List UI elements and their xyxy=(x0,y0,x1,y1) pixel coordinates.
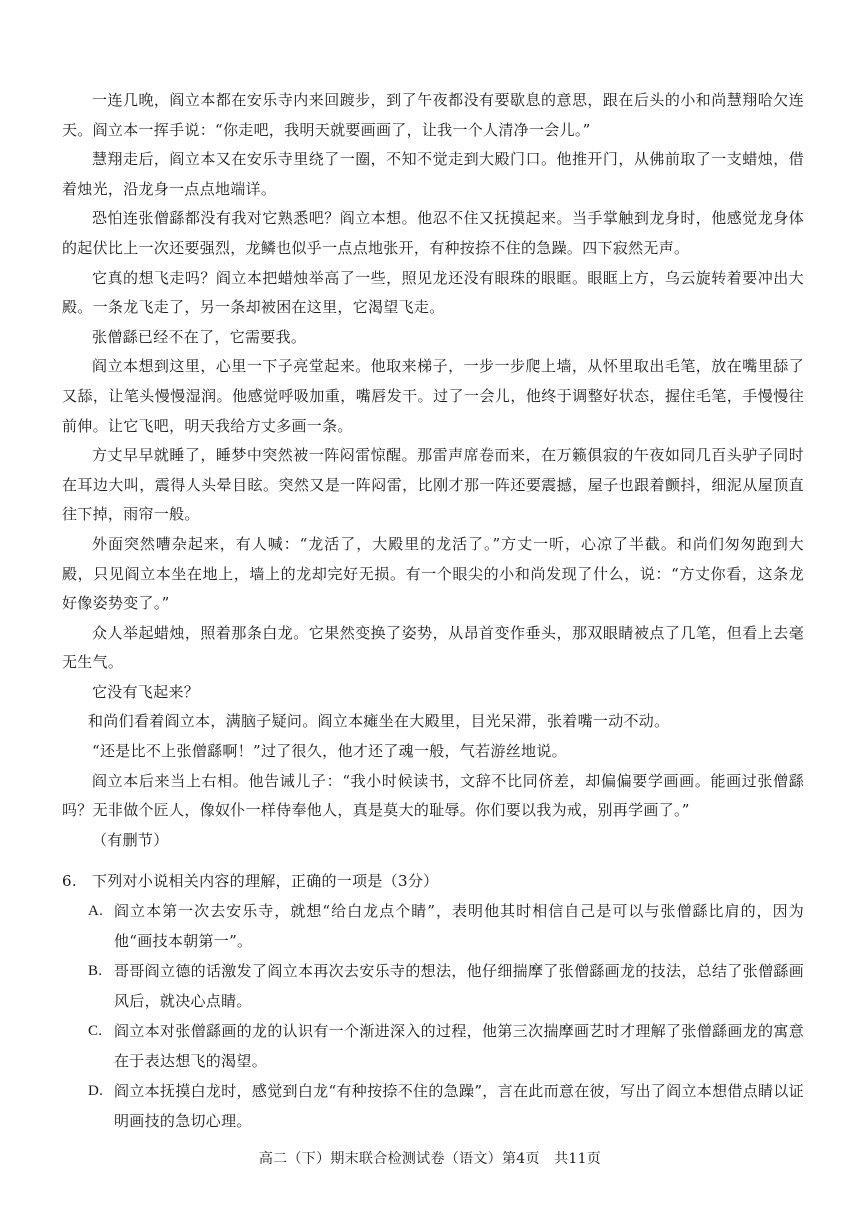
story-paragraph: 阎立本后来当上右相。他告诫儿子：“我小时候读书，文辞不比同侪差，却偏偏要学画画。能画过张僧繇吗？无非做个匠人，像奴仆一样侍奉他人，真是莫大的耻辱。你们要以我为戒，别再学画了。” xyxy=(62,771,804,820)
option-text: 阎立本对张僧繇画的龙的认识有一个渐进深入的过程，他第三次揣摩画艺时才理解了张僧繇画龙的寓意在于表达想飞的渴望。 xyxy=(114,1022,804,1070)
page-footer: 高二（下）期末联合检测试卷（语文）第4页 共11页 xyxy=(258,1151,602,1167)
option-letter: A. xyxy=(88,903,104,919)
story-paragraph: 外面突然嘈杂起来，有人喊：“龙活了，大殿里的龙活了。”方丈一听，心凉了半截。和尚们匆匆跑到大殿，只见阎立本坐在地上，墙上的龙却完好无损。有一个眼尖的小和尚发现了什么，说：“方丈你看，这条龙好像姿势变了。” xyxy=(62,534,804,613)
question-6 xyxy=(62,866,804,1136)
story-paragraph: 它真的想飞走吗？阎立本把蜡烛举高了一些，照见龙还没有眼珠的眼眶。眼眶上方，乌云旋转着要冲出大殿。一条龙飞走了，另一条却被困在这里，它渴望飞走。 xyxy=(62,268,804,317)
story-paragraph: “还是比不上张僧繇啊！”过了很久，他才还了魂一般，气若游丝地说。 xyxy=(92,742,567,761)
option-text: 阎立本抚摸白龙时，感觉到白龙“有种按捺不住的急躁”，言在此而意在彼，写出了阎立本想借点睛以证明画技的急切心理。 xyxy=(114,1082,804,1130)
question-text: 下列对小说相关内容的理解，正确的一项是（3分） xyxy=(92,872,439,890)
story-paragraph: 它没有飞起来？ xyxy=(92,682,200,701)
option-letter: B. xyxy=(88,963,103,979)
story-paragraph: 慧翔走后，阎立本又在安乐寺里绕了一圈，不知不觉走到大殿门口。他推开门，从佛前取了一支蜡烛，借着烛光，沿龙身一点点地端详。 xyxy=(62,150,804,198)
abridged-note: （有删节） xyxy=(92,830,169,849)
story-excerpt xyxy=(62,86,804,855)
story-paragraph: 阎立本想到这里，心里一下子亮堂起来。他取来梯子，一步一步爬上墙，从怀里取出毛笔，放在嘴里舔了又舔，让笔头慢慢湿润。他感觉呼吸加重，嘴唇发干。过了一会儿，他终于调整好状态，握住毛笔，手慢慢往前伸。让它飞吧，明天我给方丈多画一条。 xyxy=(62,357,804,435)
story-paragraph: 恐怕连张僧繇都没有我对它熟悉吧？阎立本想。他忍不住又抚摸起来。当手掌触到龙身时，他感觉龙身体的起伏比上一次还要强烈，龙鳞也似乎一点点地张开，有种按捺不住的急躁。四下寂然无声。 xyxy=(62,209,804,257)
story-paragraph: 众人举起蜡烛，照着那条白龙。它果然变换了姿势，从昂首变作垂头，那双眼睛被点了几笔，但看上去毫无生气。 xyxy=(62,623,804,672)
story-paragraph: 一连几晚，阎立本都在安乐寺内来回踱步，到了午夜都没有要歇息的意思，跟在后头的小和尚慧翔哈欠连天。阎立本一挥手说：“你走吧，我明天就要画画了，让我一个人清净一会儿。” xyxy=(62,91,804,139)
option-c xyxy=(88,1016,804,1076)
question-number: 6. xyxy=(62,872,77,890)
story-paragraph: 方丈早早就睡了，睡梦中突然被一阵闷雷惊醒。那雷声席卷而来，在万籁俱寂的午夜如同几百头驴子同时在耳边大叫，震得人头晕目眩。突然又是一阵闷雷，比刚才那一阵还要震撼，屋子也跟着颤抖，细泥从屋顶直往下掉，雨帘一般。 xyxy=(62,446,804,524)
story-paragraph: 和尚们看着阎立本，满脑子疑问。阎立本瘫坐在大殿里，目光呆滞，张着嘴一动不动。 xyxy=(88,712,670,731)
option-b xyxy=(88,956,804,1016)
option-text: 哥哥阎立德的话激发了阎立本再次去安乐寺的想法，他仔细揣摩了张僧繇画龙的技法，总结了张僧繇画风后，就决心点睛。 xyxy=(114,962,804,1010)
option-d xyxy=(88,1076,804,1136)
option-letter: D. xyxy=(88,1083,104,1099)
option-letter: C. xyxy=(88,1023,103,1039)
story-paragraph: 张僧繇已经不在了，它需要我。 xyxy=(92,327,307,346)
question-stem xyxy=(62,866,804,896)
option-a xyxy=(88,896,804,956)
option-text: 阎立本第一次去安乐寺，就想“给白龙点个睛”，表明他其时相信自己是可以与张僧繇比肩的，因为他“画技本朝第一”。 xyxy=(114,902,804,950)
